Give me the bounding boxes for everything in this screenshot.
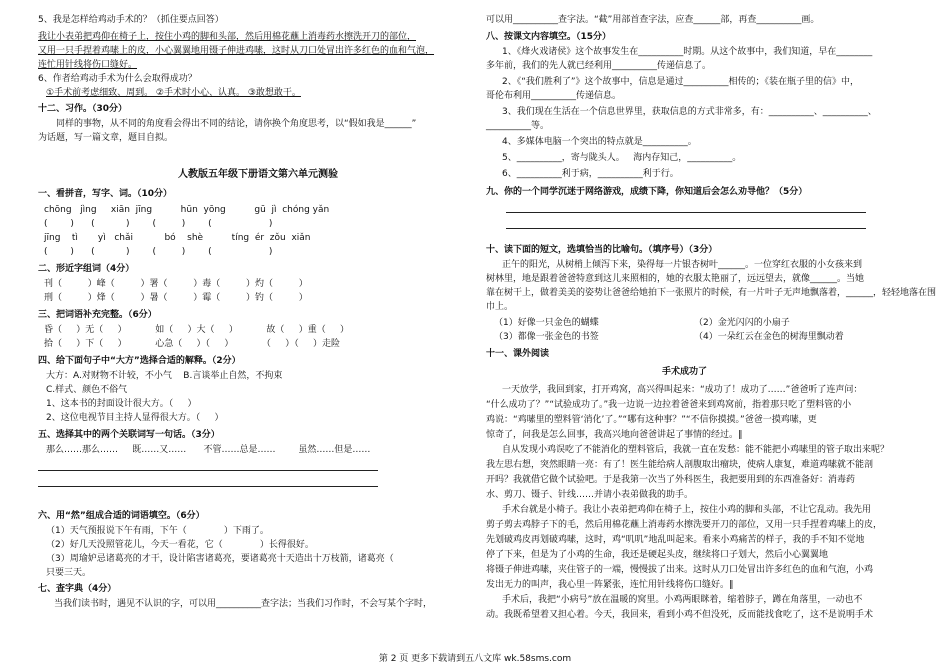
story-line: 我左思右想，突然眼睛一亮：有了！医生能给病人剖腹取出瘤块，使病人康复，难道鸡嗉就不能剖: [486, 460, 874, 470]
option-2: （2）金光闪闪的小扇子: [694, 318, 790, 328]
story-line: 手术台就是小椅子。我让小表弟把鸡仰在椅子上，按住小鸡的脚和头部，不让它乱动。我先用: [502, 505, 872, 515]
story-line: 动。我既希望着又担心着。今天，我回来，看到小鸡不但没死，反而能找食吃了，这不是说明手术: [486, 610, 874, 620]
section-8-item-1b: 多年前，我们的先人就已经利用__________传递信息了。: [486, 61, 712, 71]
section-10-title: 十、读下面的短文，选填恰当的比喻句。（填序号）（3分）: [486, 245, 718, 255]
page-footer: 第 2 页 更多下载请到五八文库 wk.58sms.com: [378, 654, 572, 664]
answer-line: [38, 470, 378, 471]
q5-title: 5、我是怎样给鸡动手术的？（抓住要点回答）: [38, 15, 224, 25]
q5-answer-line-2: 又用一只手捏着鸡嗉上的皮，小心翼翼地用镊子伸进鸡嗉，这时从刀口处冒出许多红色的血和气泡，: [38, 46, 435, 56]
section-7-title: 七、查字典（4分）: [38, 584, 117, 594]
section-4-option-2: C.样式、颜色不俗气: [46, 385, 128, 395]
section-8-item-4: 4、多媒体电脑一个突出的特点就是__________。: [502, 137, 697, 147]
exam-title: 人教版五年级下册语文第六单元测验: [178, 169, 338, 180]
q5-answer-line-1: 我让小表弟把鸡仰在椅子上，按住小鸡的脚和头部，然后用棉花蘸上消毒药水擦洗开刀的部位，: [38, 32, 417, 42]
section-8-item-3: 3、我们现在生活在一个信息世界里，获取信息的方式非常多，有：__________、__________、: [502, 107, 877, 117]
section-8-item-6: 6、__________利于病，__________利于行。: [502, 169, 679, 179]
section-6-item-1: （1）天气预报说下午有雨，下午（ ）下雨了。: [46, 526, 269, 536]
section-8-item-2a: 2、《“我们胜利了”》这个故事中，信息是通过__________相传的；《装在瓶子里的信》中，: [502, 77, 860, 87]
story-title: 手术成功了: [662, 367, 708, 377]
q6-title: 6、作者给鸡动手术为什么会取得成功？: [38, 74, 197, 84]
story-line: 惊奇了，问我是怎么回事，我高兴地向爸爸讲起了事情的经过。‖: [486, 430, 743, 440]
passage-line-1: 正午的阳光，从树梢上倾泻下来，染得每一片银杏树叶______。一位穿红衣服的小女孩来到: [502, 260, 863, 270]
answer-line: [38, 486, 378, 487]
section-4-question-1: 1、这本书的封面设计很大方。（ ）: [46, 399, 197, 409]
passage-line-2: 树林里，地是跟着爸爸特意到这儿来照相的，她的衣服太艳丽了，远远望去，就像______。当她: [486, 274, 865, 284]
q6-answer: ①手术前考虑细致、周到。 ②手术时小心、认真。 ③敢想敢干。: [46, 88, 301, 98]
section-5-words: 那么……那么…… 既……又…… 不管……总是…… 虽然……但是……: [46, 445, 371, 455]
pinyin-row-2: jīng tì yì chǎi bó shè tíng ér zǒu xiǎn: [44, 233, 311, 243]
section-8-item-2b: 哥伦布利用__________传递信息。: [486, 91, 622, 101]
section-12-line-1: 同样的事物，从不同的角度看会得出不同的结论，请你换个角度思考，以“假如我是______”: [56, 119, 417, 129]
section-3-title: 三、把词语补充完整。（6分）: [38, 310, 157, 320]
section-2-title: 二、形近字组词（4分）: [38, 264, 135, 274]
section-4-question-2: 2、这位电视节目主持人显得很大方。（ ）: [46, 413, 224, 423]
section-7-line-2: 可以用__________查字法。“截”用部首查字法，应查______部，再查__________画。: [486, 15, 820, 25]
section-9-title: 九、你的一个同学沉迷于网络游戏，成绩下降，你知道后会怎么劝导他？（5分）: [486, 187, 808, 197]
q5-answer-line-3: 连忙用针线将伤口缝好。: [38, 60, 138, 70]
pinyin-row-1: chōng jìng xiān jīng hūn yōng gū jì chóng yǎn: [44, 205, 330, 215]
story-line: 一天放学，我回到家，打开鸡窝，高兴得叫起来：“成功了！成功了……”爸爸听了连声问：: [502, 385, 863, 395]
section-12-line-2: 为话题，写一篇文章，题目自拟。: [38, 133, 174, 143]
story-line: 剪子剪去鸡脖子下的毛，然后用棉花蘸上消毒药水擦洗要开刀的部位，又用一只手捏着鸡嗉上的皮，: [486, 520, 883, 530]
story-line: 手术后，我把“小病号”放在温暖的窝里。小鸡两眼眯着，缩着脖子，蹲在角落里，一动也不: [502, 595, 863, 605]
section-8-item-3b: __________等。: [486, 121, 550, 131]
section-1-title: 一、看拼音，写字、词。（10分）: [38, 189, 173, 199]
passage-line-4: 巾上。: [486, 302, 514, 312]
section-4-title: 四、给下面句子中“大方”选择合适的解释。（2分）: [38, 356, 241, 366]
story-line: 鸡说：“鸡嗉里的塑料管‘消化’了。”“哪有这种事？”“不信你摸摸。”爸爸一摸鸡嗉，更: [486, 415, 817, 425]
section-8-item-1a: 1、《烽火戏诸侯》这个故事发生在__________时期。从这个故事中，我们知道，早在________: [502, 47, 873, 57]
option-4: （4）一朵红云在金色的树海里飘动着: [694, 332, 844, 342]
option-3: （3）都像一张金色的书签: [494, 332, 599, 342]
section-8-title: 八、按课文内容填空。（15分）: [486, 32, 612, 42]
story-line: 发出无力的叫声，我心里一阵紧张，连忙用针线将伤口缝好。‖: [486, 580, 734, 590]
passage-line-3: 靠在树干上，做着美美的姿势让爸爸给她拍下一张照片的时候，有一片叶子无声地飘落着，______，轻轻地落在围: [486, 288, 937, 298]
idiom-row-2: 拾（ ）下（ ） 心急（ ）（ ） （ ）（ ）走险: [44, 339, 341, 349]
section-6-item-2: （2）好几天没照管花儿，今天一看花，它（ ）长得很好。: [46, 540, 314, 550]
blank-row-1: ( ) ( ) ( ) ( ): [44, 219, 273, 229]
story-line: “什么成功了？”“试验成功了。”我一边说一边拉着爸爸来到鸡窝前，指着那只吃了塑料管的小: [486, 400, 852, 410]
story-line: 开吗？我就借它做个试验吧。于是我第一次当了外科医生，我把要用到的东西准备好：消毒药: [486, 475, 856, 485]
section-5-title: 五、选择其中的两个关联词写一句话。（3分）: [38, 430, 220, 440]
section-11-title: 十一、课外阅读: [486, 349, 550, 359]
story-line: 停了下来，但是为了小鸡的生命，我还是硬起头皮，继续将口子划大，然后小心翼翼地: [486, 550, 829, 560]
similar-chars-row-1: 刊（ ）峰（ ）署（ ）毒（ ）灼（ ）: [44, 279, 308, 289]
story-line: 自从发现小鸡误吃了不能消化的塑料管后，我就一直在发愁：能不能把小鸡嗉里的管子取出来呢？: [502, 445, 890, 455]
section-7-line-1: 当我们读书时，遇见不认识的字，可以用__________查字法；当我们习作时，不会写某个字时，: [54, 599, 433, 609]
story-line: 将镊子伸进鸡嗉，夹住管子的一端，慢慢拔了出来。这时从刀口处冒出许多红色的血和气泡，小鸡: [486, 565, 874, 575]
answer-line: [506, 212, 866, 213]
idiom-row-1: 昏（ ）无（ ） 如（ ）大（ ） 故（ ）重（ ）: [44, 325, 350, 335]
similar-chars-row-2: 刑（ ）烽（ ）暑（ ）霉（ ）钓（ ）: [44, 293, 308, 303]
story-line: 水、剪刀、镊子、针线……并请小表弟做我的助手。: [486, 490, 694, 500]
blank-row-2: ( ) ( ) ( ) ( ): [44, 247, 273, 257]
section-4-option-1: 大方：A.对财物不计较，不小气 B.言谈举止自然，不拘束: [46, 371, 283, 381]
option-1: （1）好像一只金色的蝴蝶: [494, 318, 599, 328]
answer-line: [506, 228, 866, 229]
section-12-title: 十二、习作。（30分）: [38, 104, 128, 114]
section-6-item-3b: 只要三天。: [46, 568, 92, 578]
section-6-title: 六、用“然”组成合适的词语填空。（6分）: [38, 511, 205, 521]
section-6-item-3a: （3）周瑜妒忌诸葛亮的才干，设计陷害诸葛亮，要诸葛亮十天造出十万枝箭，诸葛亮（: [46, 554, 394, 564]
section-8-item-5: 5、__________，寄与陇头人。 海内存知己，__________。: [502, 153, 742, 163]
story-line: 先划破鸡皮再划破鸡嗉，这时，鸡“叽叽”地乱叫起来。看来小鸡痛苦的样子，我的手不知不觉地: [486, 535, 865, 545]
